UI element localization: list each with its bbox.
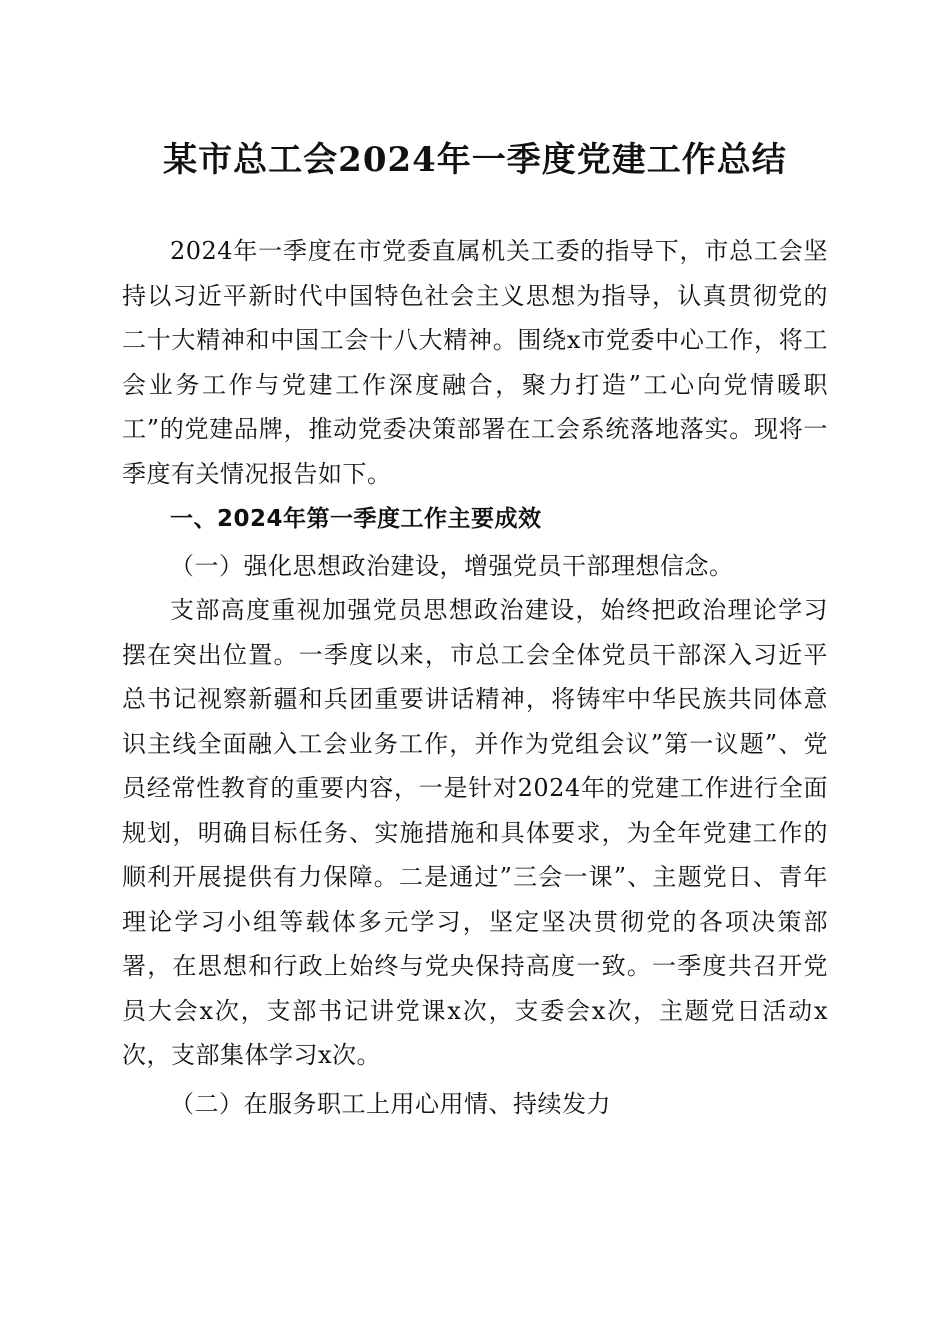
subsection-heading-2: （二）在服务职工上用心用情、持续发力 <box>170 1089 611 1118</box>
subsection-heading-1: （一）强化思想政治建设，增强党员干部理想信念。 <box>170 551 734 580</box>
document-body <box>122 229 828 1126</box>
document-title: 某市总工会2024年一季度党建工作总结 <box>163 140 787 180</box>
intro-paragraph: 2024年一季度在市党委直属机关工委的指导下，市总工会坚持以习近平新时代中国特色社会主义思想为指导，认真贯彻党的二十大精神和中国工会十八大精神。围绕x市党委中心工作，将工会业务工作与党建工作深度融合，聚力打造”工心向党情暖职工”的党建品牌，推动党委决策部署在工会系统落地落实。现将一季度有关情况报告如下。 <box>122 237 828 488</box>
body-paragraph-1: 支部高度重视加强党员思想政治建设，始终把政治理论学习摆在突出位置。一季度以来，市总工会全体党员干部深入习近平总书记视察新疆和兵团重要讲话精神，将铸牢中华民族共同体意识主线全面融入工会业务工作，并作为党组会议”第一议题”、党员经常性教育的重要内容，一是针对2024年的党建工作进行全面规划，明确目标任务、实施措施和具体要求，为全年党建工作的顺利开展提供有力保障。二是通过”三会一课”、主题党日、青年理论学习小组等载体多元学习，坚定坚决贯彻党的各项决策部署，在思想和行政上始终与党央保持高度一致。一季度共召开党员大会x次，支部书记讲党课x次，支委会x次，主题党日活动x次，支部集体学习x次。 <box>122 596 828 1069</box>
section-heading-1: 一、2024年第一季度工作主要成效 <box>170 506 542 532</box>
